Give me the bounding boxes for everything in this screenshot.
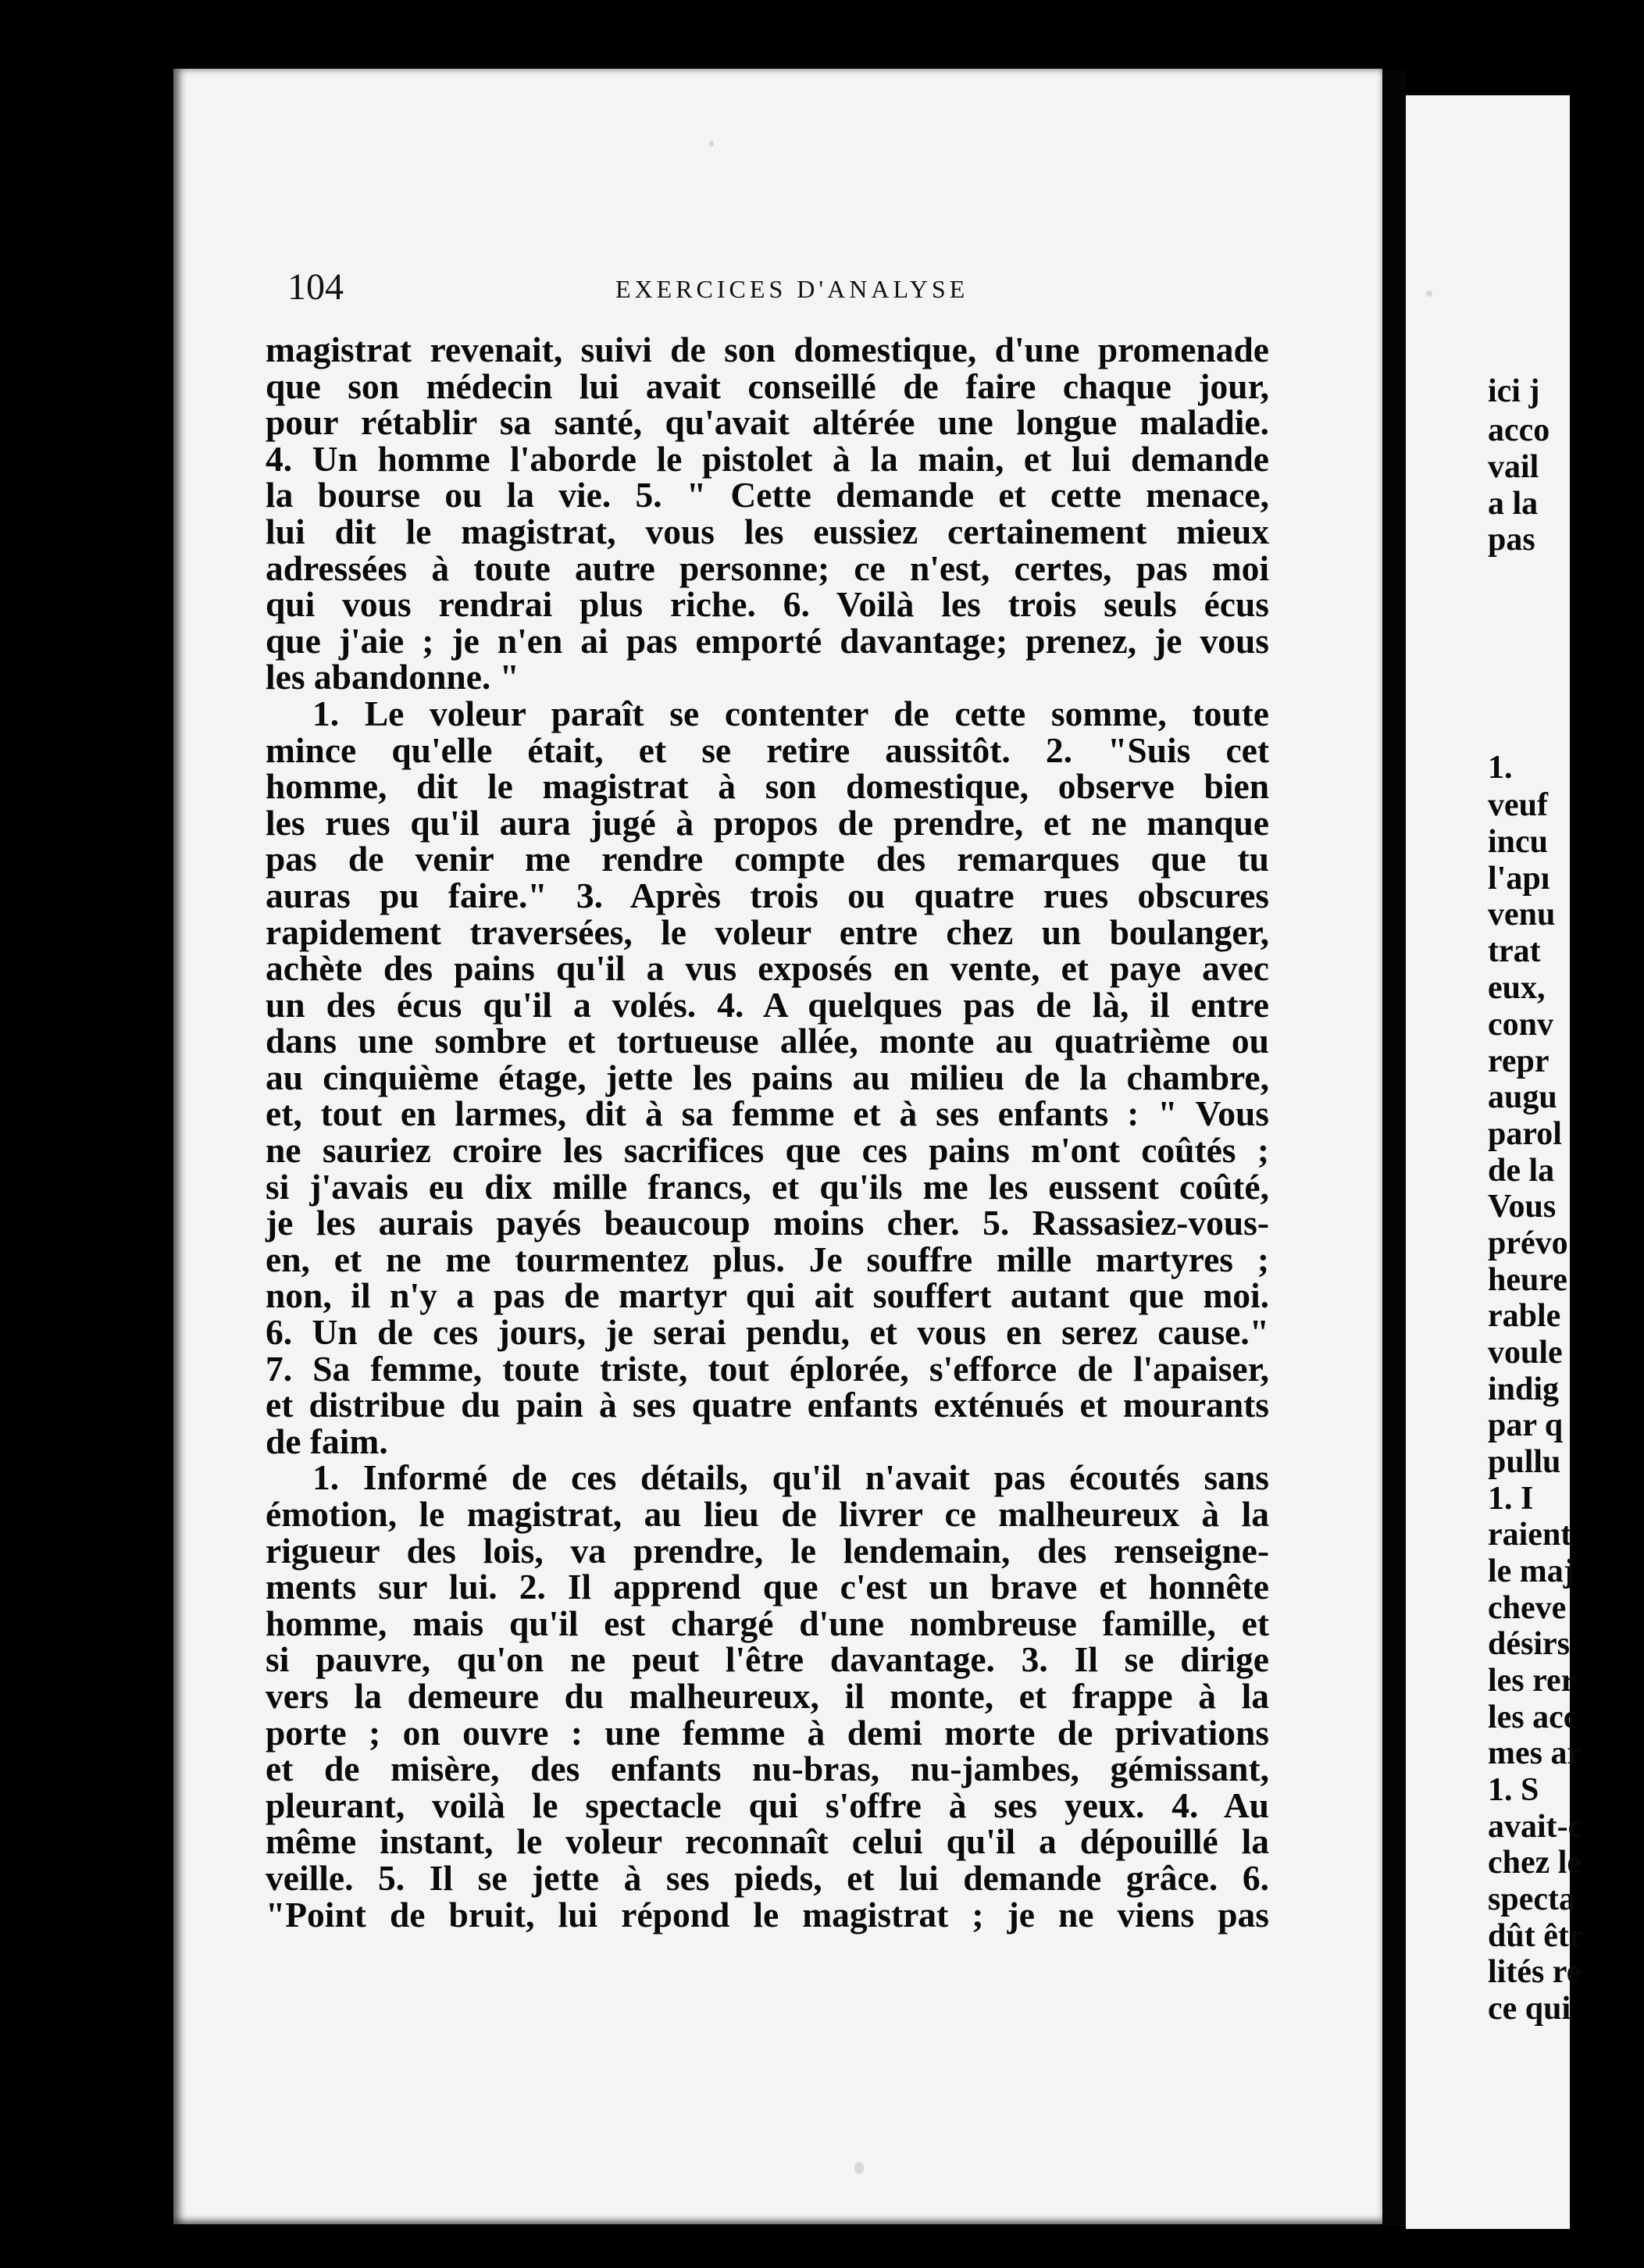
text-line: et distribue du pain à ses quatre enfants exténués et mourants bbox=[266, 1385, 1269, 1425]
right-page-line: incu bbox=[1488, 824, 1549, 860]
right-page-line: ce qui bbox=[1488, 1991, 1571, 2027]
right-page-line: dût êtr bbox=[1488, 1918, 1584, 1954]
text-line: si pauvre, qu'on ne peut l'être davantage. 3. Il se dirige bbox=[266, 1639, 1269, 1680]
text-line: mince qu'elle était, et se retire aussitôt. 2. "Suis cet bbox=[266, 729, 1269, 770]
text-line: non, il n'y a pas de martyr qui ait souffert autant que moi. bbox=[266, 1275, 1269, 1316]
text-line: rigueur des lois, va prendre, le lendemain, des renseigne- bbox=[266, 1530, 1269, 1571]
right-page-line: Vous bbox=[1488, 1189, 1557, 1225]
right-page-line: mes ar bbox=[1488, 1735, 1582, 1771]
right-page-line: pullu bbox=[1488, 1444, 1561, 1480]
right-page-line: avait-c bbox=[1488, 1809, 1583, 1845]
right-page-line: indig bbox=[1488, 1371, 1560, 1407]
text-line: un des écus qu'il a volés. 4. A quelques pas de là, il entre bbox=[266, 984, 1269, 1025]
text-line: homme, mais qu'il est chargé d'une nombreuse famille, et bbox=[266, 1603, 1269, 1643]
text-line: les abandonne. " bbox=[266, 657, 519, 697]
text-line: en, et ne me tourmentez plus. Je souffre mille martyres ; bbox=[266, 1239, 1269, 1279]
right-page-line: désirs bbox=[1488, 1626, 1570, 1662]
text-line: 4. Un homme l'aborde le pistolet à la main, et lui demande bbox=[266, 438, 1269, 479]
right-page-line: ici j bbox=[1488, 373, 1540, 409]
text-line: magistrat revenait, suivi de son domestique, d'une promenade bbox=[266, 330, 1269, 369]
right-page-line: voule bbox=[1488, 1335, 1563, 1371]
text-line: je les aurais payés beaucoup moins cher. 5. Rassasiez-vous- bbox=[266, 1203, 1269, 1243]
text-line: rapidement traversées, le voleur entre chez un boulanger, bbox=[266, 911, 1269, 952]
right-page-line: repr bbox=[1488, 1043, 1549, 1079]
text-line: pleurant, voilà le spectacle qui s'offre à ses yeux. 4. Au bbox=[266, 1785, 1269, 1825]
text-line: achète des pains qu'il a vus exposés en vente, et paye avec bbox=[266, 948, 1269, 989]
right-page-line: conv bbox=[1488, 1007, 1553, 1043]
right-page-line: venu bbox=[1488, 897, 1556, 933]
dust-speck bbox=[709, 141, 714, 147]
right-page-line: augu bbox=[1488, 1079, 1557, 1115]
right-page-line: parol bbox=[1488, 1116, 1562, 1152]
page-gutter bbox=[1382, 70, 1406, 2226]
text-line: homme, dit le magistrat à son domestique, observe bien bbox=[266, 766, 1269, 807]
text-line: la bourse ou la vie. 5. " Cette demande et cette menace, bbox=[266, 475, 1269, 515]
text-line: si j'avais eu dix mille francs, et qu'ils me les eussent coûté, bbox=[266, 1166, 1269, 1207]
page-header bbox=[287, 266, 1264, 312]
right-page-line: veuf bbox=[1488, 787, 1548, 823]
text-line: 7. Sa femme, toute triste, tout éplorée, s'efforce de l'apaiser, bbox=[266, 1348, 1269, 1389]
running-head: EXERCICES D'ANALYSE bbox=[615, 275, 969, 303]
text-line: que j'aie ; je n'en ai pas emporté davantage; prenez, je vous bbox=[266, 620, 1269, 661]
text-line: pour rétablir sa santé, qu'avait altérée une longue maladie. bbox=[266, 402, 1269, 443]
text-line: auras pu faire." 3. Après trois ou quatre rues obscures bbox=[266, 875, 1269, 915]
right-page-line: acco bbox=[1488, 412, 1550, 448]
right-page-line: heure bbox=[1488, 1262, 1567, 1298]
right-page-line: 1. bbox=[1488, 750, 1513, 786]
text-line: adressées à toute autre personne; ce n'est, certes, pas moi bbox=[266, 547, 1269, 588]
right-page-line: le maj bbox=[1488, 1553, 1574, 1589]
text-line: 1. Le voleur paraît se contenter de cette somme, toute bbox=[312, 693, 1269, 733]
right-page-line: 1. I bbox=[1488, 1481, 1534, 1517]
right-page-line: vail bbox=[1488, 449, 1539, 485]
text-line: lui dit le magistrat, vous les eussiez certainement mieux bbox=[266, 511, 1269, 551]
right-page-line: pas bbox=[1488, 522, 1535, 558]
text-line: vers la demeure du malheureux, il monte, et frappe à la bbox=[266, 1675, 1269, 1716]
text-line: "Point de bruit, lui répond le magistrat ; je ne viens pas bbox=[266, 1894, 1269, 1935]
text-line: dans une sombre et tortueuse allée, monte au quatrième ou bbox=[266, 1021, 1269, 1061]
text-line: 6. Un de ces jours, je serai pendu, et vous en serez cause." bbox=[266, 1312, 1269, 1353]
text-line: qui vous rendrai plus riche. 6. Voilà les trois seuls écus bbox=[266, 584, 1269, 625]
right-page-line: raient bbox=[1488, 1517, 1572, 1553]
right-page-line: eux, bbox=[1488, 970, 1546, 1006]
right-page-line: prévo bbox=[1488, 1225, 1568, 1261]
right-page-line: l'apı bbox=[1488, 861, 1550, 897]
text-line: porte ; on ouvre : une femme à demi morte de privations bbox=[266, 1712, 1269, 1753]
text-line: veille. 5. Il se jette à ses pieds, et lui demande grâce. 6. bbox=[266, 1857, 1269, 1898]
right-page-line: lités re bbox=[1488, 1954, 1582, 1990]
right-page-line: les acc bbox=[1488, 1699, 1578, 1735]
text-line: de faim. bbox=[266, 1421, 388, 1461]
page-number: 104 bbox=[287, 266, 344, 308]
right-page-line: trat bbox=[1488, 933, 1541, 969]
right-page-line: a la bbox=[1488, 486, 1539, 522]
text-line: ne sauriez croire les sacrifices que ces pains m'ont coûtés ; bbox=[266, 1130, 1269, 1171]
right-page-line: chez le bbox=[1488, 1845, 1582, 1881]
text-line: et, tout en larmes, dit à sa femme et à ses enfants : " Vous bbox=[266, 1093, 1269, 1134]
right-page-line: rable bbox=[1488, 1298, 1561, 1334]
body-text bbox=[266, 332, 1269, 1933]
right-page-line: par q bbox=[1488, 1407, 1564, 1443]
right-page-line: specta bbox=[1488, 1881, 1575, 1917]
text-line: même instant, le voleur reconnaît celui qu'il a dépouillé la bbox=[266, 1821, 1269, 1862]
right-page-line: cheve bbox=[1488, 1590, 1567, 1626]
text-line: que son médecin lui avait conseillé de faire chaque jour, bbox=[266, 366, 1269, 406]
dust-speck bbox=[854, 2162, 864, 2174]
text-line: 1. Informé de ces détails, qu'il n'avait pas écoutés sans bbox=[312, 1457, 1269, 1498]
right-page-line: les rer bbox=[1488, 1663, 1576, 1699]
text-line: et de misère, des enfants nu-bras, nu-jambes, gémissant, bbox=[266, 1749, 1269, 1789]
text-line: émotion, le magistrat, au lieu de livrer ce malheureux à la bbox=[266, 1494, 1269, 1534]
text-line: les rues qu'il aura jugé à propos de prendre, et ne manque bbox=[266, 802, 1269, 843]
text-line: pas de venir me rendre compte des remarques que tu bbox=[266, 839, 1269, 879]
dust-speck bbox=[1426, 291, 1432, 297]
text-line: ments sur lui. 2. Il apprend que c'est un brave et honnête bbox=[266, 1567, 1269, 1607]
text-line: au cinquième étage, jette les pains au milieu de la chambre, bbox=[266, 1057, 1269, 1097]
right-page-line: 1. S bbox=[1488, 1772, 1539, 1808]
right-page-line: de la bbox=[1488, 1153, 1555, 1189]
